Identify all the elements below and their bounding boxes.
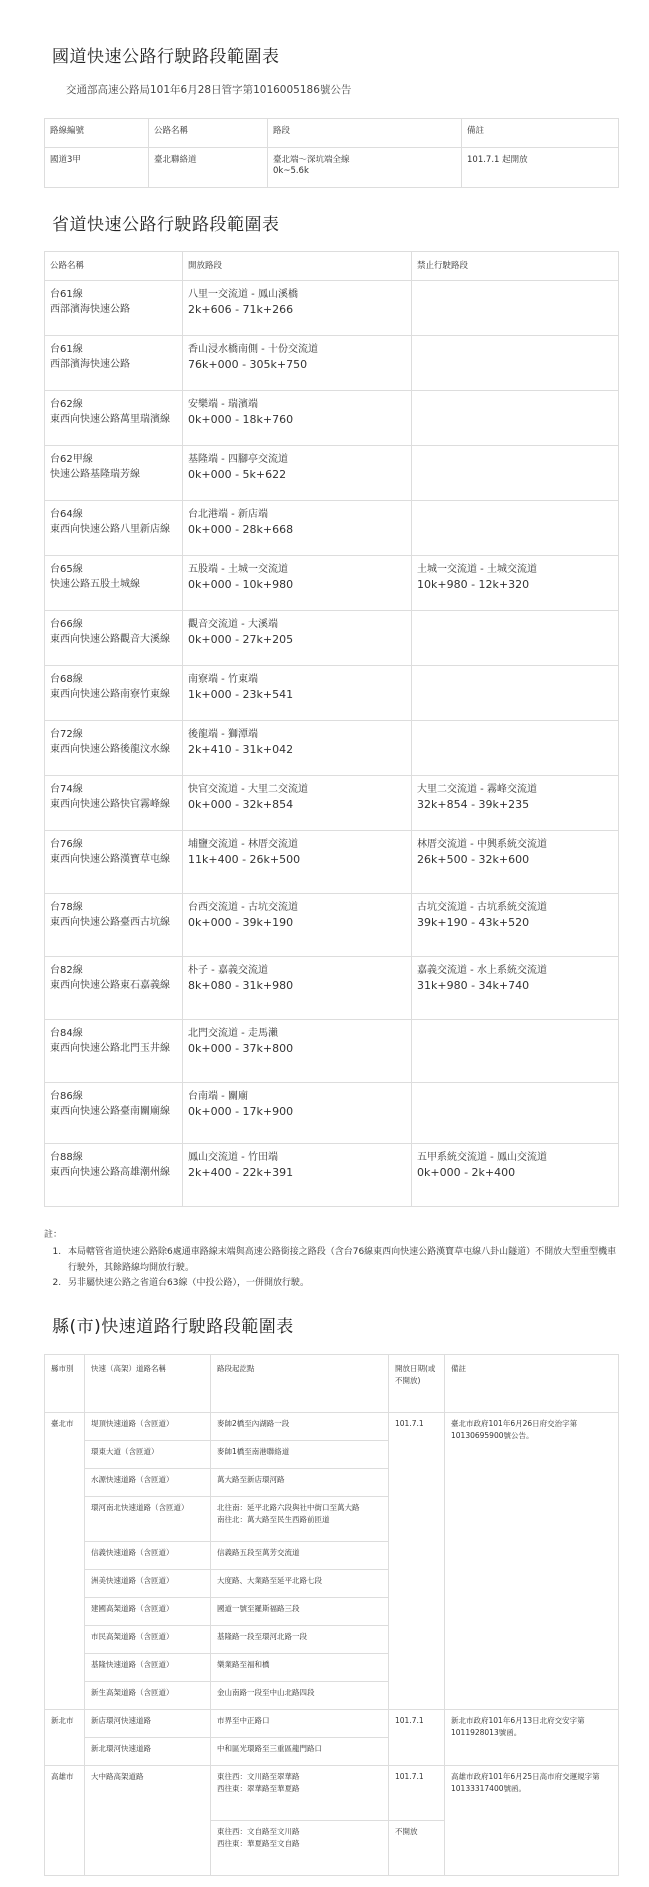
open-section-km: 76k+000 - 305k+750 [188, 358, 308, 371]
open-section-cell [183, 446, 412, 501]
road-name: 建國高架道路（含匝道） [85, 1598, 211, 1626]
header-city: 縣市別 [45, 1355, 85, 1413]
header-section: 路段 [268, 119, 462, 148]
table-row [45, 501, 619, 556]
road-number: 台61線 [50, 344, 83, 355]
road-number: 台66線 [50, 619, 83, 630]
road-name: 東西向快速公路萬里瑞濱線 [50, 414, 170, 425]
segment-line: 金山南路一段至中山北路四段 [217, 1688, 315, 1697]
road-cell [45, 831, 183, 894]
road-name: 東西向快速公路北門玉井線 [50, 1043, 170, 1054]
banned-section-name: 五甲系統交流道 - 鳳山交流道 [417, 1152, 547, 1163]
road-name: 東西向快速公路南寮竹東線 [50, 689, 170, 700]
banned-section-cell [412, 666, 619, 721]
banned-section-cell [412, 721, 619, 776]
header-road-name: 公路名稱 [149, 119, 268, 148]
note: 高雄市政府101年6月25日高市府交運規字第10133317400號函。 [445, 1766, 619, 1876]
table-row [45, 831, 619, 894]
provincial-title: 省道快速公路行駛路段範圍表 [52, 215, 280, 235]
road-cell [45, 1144, 183, 1207]
road-name: 東西向快速公路漢寶草屯線 [50, 854, 170, 865]
notes-list [44, 1245, 624, 1291]
banned-section-cell [412, 611, 619, 666]
table-row [45, 556, 619, 611]
open-section-km: 0k+000 - 27k+205 [188, 633, 294, 646]
segment [211, 1497, 389, 1542]
segment: 中和區光環路至三重區龍門路口 [211, 1738, 389, 1766]
note: 101.7.1 起開放 [462, 148, 619, 188]
open-date: 101.7.1 [389, 1766, 445, 1821]
banned-section-km: 31k+980 - 34k+740 [417, 979, 530, 992]
segment [211, 1626, 389, 1654]
open-date: 101.7.1 [389, 1413, 445, 1710]
segment [211, 1441, 389, 1469]
segment-line: 北往南：延平北路六段與社中街口至萬大路 [217, 1503, 360, 1512]
banned-section-name: 古坑交流道 - 古坑系統交流道 [417, 902, 547, 913]
banned-section-cell [412, 1144, 619, 1207]
road-name: 環東大道（含匝道） [85, 1441, 211, 1469]
open-section-name: 安樂端 - 瑞濱端 [188, 399, 258, 410]
header-note: 備註 [462, 119, 619, 148]
road-cell [45, 776, 183, 831]
open-section-name: 台北港端 - 新店端 [188, 509, 268, 520]
segment [211, 1654, 389, 1682]
city-cell: 高雄市 [45, 1766, 85, 1876]
table-row [45, 666, 619, 721]
open-section-cell [183, 391, 412, 446]
banned-section-cell [412, 556, 619, 611]
road-name: 新北環河快速道路 [85, 1738, 211, 1766]
open-section-cell [183, 501, 412, 556]
section [268, 148, 462, 188]
table-row [45, 721, 619, 776]
road-name: 東西向快速公路快官霧峰線 [50, 799, 170, 810]
city-cell: 臺北市 [45, 1413, 85, 1710]
banned-section-cell [412, 776, 619, 831]
banned-section-cell [412, 957, 619, 1020]
header-road-name: 快速（高架）道路名稱 [85, 1355, 211, 1413]
open-section-name: 香山浸水橋南側 - 十份交流道 [188, 344, 318, 355]
open-section-km: 11k+400 - 26k+500 [188, 853, 301, 866]
road-name: 市民高架道路（含匝道） [85, 1626, 211, 1654]
road-name: 洲美快速道路（含匝道） [85, 1570, 211, 1598]
banned-section-cell [412, 281, 619, 336]
road-number: 台64線 [50, 509, 83, 520]
segment-line: 東往西：文自路至文川路 [217, 1827, 300, 1836]
open-section-name: 八里一交流道 - 鳳山溪橋 [188, 289, 298, 300]
segment [211, 1542, 389, 1570]
segment [211, 1766, 389, 1821]
table-row [45, 281, 619, 336]
county-title: 縣(市)快速道路行駛路段範圍表 [52, 1317, 294, 1337]
open-section-name: 快官交流道 - 大里二交流道 [188, 784, 308, 795]
table-row [45, 894, 619, 957]
road-number: 台61線 [50, 289, 83, 300]
segment [211, 1570, 389, 1598]
header-open-section: 開放路段 [183, 252, 412, 281]
road-cell [45, 894, 183, 957]
table-row [45, 446, 619, 501]
provincial-table [44, 251, 619, 1207]
table-row [45, 1710, 619, 1738]
road-cell [45, 501, 183, 556]
note-item: 2. 另非屬快速公路之省道台63線（中投公路），一併開放行駛。 [64, 1276, 624, 1291]
open-section-km: 0k+000 - 39k+190 [188, 916, 294, 929]
road-name: 東西向快速公路臺南關廟線 [50, 1106, 170, 1117]
national-header-row [45, 119, 619, 148]
notes-label: 註： [44, 1230, 63, 1240]
open-section-km: 8k+080 - 31k+980 [188, 979, 294, 992]
open-section-km: 0k+000 - 5k+622 [188, 468, 287, 481]
open-section-cell [183, 611, 412, 666]
segment-line: 基隆路一段至環河北路一段 [217, 1632, 307, 1641]
open-section-cell [183, 1144, 412, 1207]
banned-section-cell [412, 446, 619, 501]
open-section-name: 南寮端 - 竹東端 [188, 674, 258, 685]
open-section-km: 1k+000 - 23k+541 [188, 688, 294, 701]
open-section-cell [183, 281, 412, 336]
note: 臺北市政府101年6月26日府交治字第10130695900號公告。 [445, 1413, 619, 1710]
banned-section-cell [412, 831, 619, 894]
open-section-cell [183, 721, 412, 776]
road-number: 台68線 [50, 674, 83, 685]
road-cell [45, 1020, 183, 1083]
banned-section-name: 嘉義交流道 - 水上系統交流道 [417, 965, 547, 976]
table-row [45, 336, 619, 391]
open-section-km: 2k+400 - 22k+391 [188, 1166, 294, 1179]
road-number: 台74線 [50, 784, 83, 795]
road-name: 西部濱海快速公路 [50, 304, 130, 315]
open-date: 不開放 [389, 1821, 445, 1876]
banned-section-cell [412, 1083, 619, 1144]
banned-section-name: 土城一交流道 - 土城交流道 [417, 564, 537, 575]
segment-line: 大度路、大業路至延平北路七段 [217, 1576, 322, 1585]
road-number: 台84線 [50, 1028, 83, 1039]
banned-section-name: 大里二交流道 - 霧峰交流道 [417, 784, 537, 795]
section-line: 臺北端～深坑端全線 [273, 155, 350, 165]
open-section-name: 五股端 - 土城一交流道 [188, 564, 288, 575]
road-number: 台88線 [50, 1152, 83, 1163]
open-section-name: 基隆端 - 四腳亭交流道 [188, 454, 288, 465]
open-section-cell [183, 776, 412, 831]
open-section-name: 北門交流道 - 走馬瀨 [188, 1028, 278, 1039]
road-number: 台78線 [50, 902, 83, 913]
segment-line: 西往東：華夏路至文自路 [217, 1838, 300, 1848]
open-section-km: 2k+410 - 31k+042 [188, 743, 294, 756]
open-section-cell [183, 894, 412, 957]
table-row [45, 1413, 619, 1441]
road-name: 東西向快速公路東石嘉義線 [50, 980, 170, 991]
road-number: 台76線 [50, 839, 83, 850]
road-cell [45, 446, 183, 501]
open-section-cell [183, 1020, 412, 1083]
road-name: 臺北聯絡道 [149, 148, 268, 188]
road-name: 環河南北快速道路（含匝道） [85, 1497, 211, 1542]
open-section-cell [183, 556, 412, 611]
open-section-cell [183, 831, 412, 894]
open-section-km: 2k+606 - 71k+266 [188, 303, 294, 316]
open-section-cell [183, 666, 412, 721]
open-section-name: 台南端 - 關廟 [188, 1091, 248, 1102]
header-banned-section: 禁止行駛路段 [412, 252, 619, 281]
county-header-row [45, 1355, 619, 1413]
segment: 市界至中正路口 [211, 1710, 389, 1738]
segment [211, 1682, 389, 1710]
table-row [45, 1766, 619, 1821]
segment-line: 東往西：文川路至翠華路 [217, 1772, 300, 1781]
banned-section-cell [412, 1020, 619, 1083]
open-section-name: 埔鹽交流道 - 林厝交流道 [188, 839, 298, 850]
section-line: 0k~5.6k [273, 166, 309, 177]
county-table [44, 1354, 619, 1876]
road-name: 信義快速道路（含匝道） [85, 1542, 211, 1570]
open-section-cell [183, 336, 412, 391]
road-number: 台72線 [50, 729, 83, 740]
road-name: 東西向快速公路後龍汶水線 [50, 744, 170, 755]
road-name: 水源快速道路（含匝道） [85, 1469, 211, 1497]
road-name: 新店環河快速道路 [85, 1710, 211, 1738]
segment-line: 西往東：翠華路至華夏路 [217, 1783, 300, 1793]
open-section-name: 台西交流道 - 古坑交流道 [188, 902, 298, 913]
open-section-km: 0k+000 - 10k+980 [188, 578, 294, 591]
road-name: 基隆快速道路（含匝道） [85, 1654, 211, 1682]
road-name: 東西向快速公路觀音大溪線 [50, 634, 170, 645]
header-route-number: 路線編號 [45, 119, 149, 148]
road-cell [45, 391, 183, 446]
open-section-km: 0k+000 - 28k+668 [188, 523, 294, 536]
segment-line: 萬大路至新店環河路 [217, 1475, 285, 1484]
road-name: 快速公路基隆瑞芳線 [50, 469, 140, 480]
segment-line: 國道一號至羅斯福路三段 [217, 1604, 300, 1613]
open-section-cell [183, 957, 412, 1020]
header-road-name: 公路名稱 [45, 252, 183, 281]
road-number: 台65線 [50, 564, 83, 575]
open-section-name: 觀音交流道 - 大溪端 [188, 619, 278, 630]
banned-section-km: 10k+980 - 12k+320 [417, 578, 530, 591]
banned-section-cell [412, 894, 619, 957]
road-number: 台82線 [50, 965, 83, 976]
road-cell [45, 281, 183, 336]
open-date: 101.7.1 [389, 1710, 445, 1766]
road-name: 堤頂快速道路（含匝道） [85, 1413, 211, 1441]
road-name: 西部濱海快速公路 [50, 359, 130, 370]
banned-section-cell [412, 501, 619, 556]
route-number: 國道3甲 [45, 148, 149, 188]
banned-section-km: 26k+500 - 32k+600 [417, 853, 530, 866]
segment [211, 1469, 389, 1497]
table-row [45, 391, 619, 446]
segment-line: 麥帥1橋至南港聯絡道 [217, 1447, 290, 1456]
city-cell: 新北市 [45, 1710, 85, 1766]
open-section-name: 後龍端 - 獅潭端 [188, 729, 258, 740]
open-section-km: 0k+000 - 17k+900 [188, 1105, 294, 1118]
notes [44, 1228, 624, 1291]
road-number: 台62甲線 [50, 454, 93, 465]
segment [211, 1413, 389, 1441]
note-item: 1. 本局轄管省道快速公路除6處通車路線末端與高速公路銜接之路段（含台76線東西向快速公路漢寶草屯線八卦山隧道）不開放大型重型機車行駛外，其餘路線均開放行駛。 [64, 1245, 624, 1276]
note: 新北市政府101年6月13日北府交安字第1011928013號函。 [445, 1710, 619, 1766]
segment-line: 信義路五段至萬芳交流道 [217, 1548, 300, 1557]
banned-section-cell [412, 391, 619, 446]
national-title: 國道快速公路行駛路段範圍表 [52, 47, 280, 67]
road-name: 快速公路五股土城線 [50, 579, 140, 590]
banned-section-km: 0k+000 - 2k+400 [417, 1166, 516, 1179]
segment [211, 1821, 389, 1876]
open-section-name: 鳳山交流道 - 竹田端 [188, 1152, 278, 1163]
table-row [45, 611, 619, 666]
table-row [45, 1020, 619, 1083]
road-number: 台62線 [50, 399, 83, 410]
table-row [45, 1144, 619, 1207]
segment [211, 1598, 389, 1626]
road-name: 東西向快速公路八里新店線 [50, 524, 170, 535]
open-section-cell [183, 1083, 412, 1144]
open-section-km: 0k+000 - 18k+760 [188, 413, 294, 426]
road-name: 新生高架道路（含匝道） [85, 1682, 211, 1710]
header-segment: 路段起訖點 [211, 1355, 389, 1413]
banned-section-name: 林厝交流道 - 中興系統交流道 [417, 839, 547, 850]
header-open-date: 開放日期(或不開放) [389, 1355, 445, 1413]
road-cell [45, 1083, 183, 1144]
table-row [45, 1083, 619, 1144]
road-name: 東西向快速公路臺西古坑線 [50, 917, 170, 928]
open-section-name: 朴子 - 嘉義交流道 [188, 965, 268, 976]
road-cell [45, 957, 183, 1020]
header-note: 備註 [445, 1355, 619, 1413]
table-row [45, 148, 619, 188]
road-name: 東西向快速公路高雄潮州線 [50, 1167, 170, 1178]
table-row [45, 776, 619, 831]
banned-section-cell [412, 336, 619, 391]
road-cell [45, 611, 183, 666]
road-cell [45, 556, 183, 611]
road-cell [45, 721, 183, 776]
provincial-header-row [45, 252, 619, 281]
banned-section-km: 39k+190 - 43k+520 [417, 916, 530, 929]
national-notice: 交通部高速公路局101年6月28日管字第1016005186號公告 [66, 84, 352, 96]
segment-line: 南往北：萬大路至民生西路前匝道 [217, 1514, 330, 1524]
open-section-km: 0k+000 - 32k+854 [188, 798, 294, 811]
table-row [45, 957, 619, 1020]
segment-line: 樂業路至福和橋 [217, 1660, 270, 1669]
road-name: 大中路高架道路 [85, 1766, 211, 1876]
road-number: 台86線 [50, 1091, 83, 1102]
road-cell [45, 666, 183, 721]
national-table [44, 118, 619, 188]
segment-line: 麥帥2橋至內湖路一段 [217, 1419, 290, 1428]
banned-section-km: 32k+854 - 39k+235 [417, 798, 530, 811]
open-section-km: 0k+000 - 37k+800 [188, 1042, 294, 1055]
road-cell [45, 336, 183, 391]
